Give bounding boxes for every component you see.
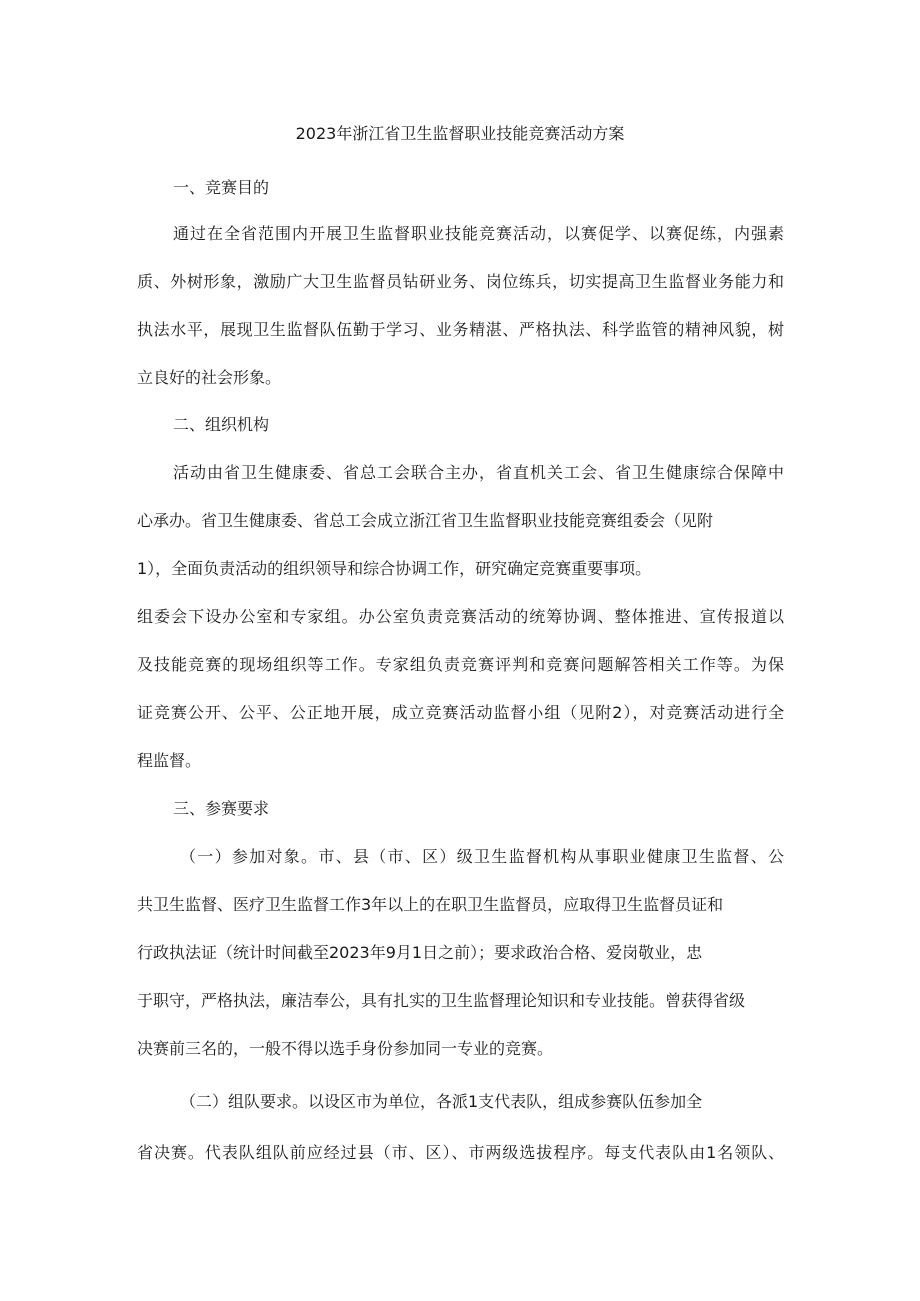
paragraph-line: 证竞赛公开、公平、公正地开展，成立竞赛活动监督小组（见附2），对竞赛活动进行全 [137,703,786,722]
document-title: 2023年浙江省卫生监督职业技能竞赛活动方案 [295,124,625,143]
paragraph-line: 共卫生监督、医疗卫生监督工作3年以上的在职卫生监督员，应取得卫生监督员证和 [137,895,724,914]
paragraph-line: 1），全面负责活动的组织领导和综合协调工作，研究确定竞赛重要事项。 [137,559,652,578]
section-heading-requirements: 三、参赛要求 [173,799,270,818]
paragraph-line: 组委会下设办公室和专家组。办公室负责竞赛活动的统筹协调、整体推进、宣传报道以 [137,607,786,626]
paragraph-line: 决赛前三名的，一般不得以选手身份参加同一专业的竞赛。 [137,1039,554,1058]
paragraph-line: （二）组队要求。以设区市为单位，各派1支代表队，组成参赛队伍参加全 [180,1092,703,1111]
paragraph-line: 活动由省卫生健康委、省总工会联合主办，省直机关工会、省卫生健康综合保障中 [173,463,786,482]
paragraph-line: 立良好的社会形象。 [137,368,282,387]
section-heading-purpose: 一、竞赛目的 [173,178,270,197]
paragraph-line: （一）参加对象。市、县（市、区）级卫生监督机构从事职业健康卫生监督、公 [180,847,786,866]
paragraph-line: 及技能竞赛的现场组织等工作。专家组负责竞赛评判和竞赛问题解答相关工作等。为保 [137,655,786,674]
paragraph-line: 心承办。省卫生健康委、省总工会成立浙江省卫生监督职业技能竞赛组委会（见附 [137,511,714,530]
section-heading-organization: 二、组织机构 [173,415,270,434]
paragraph-line: 执法水平，展现卫生监督队伍勤于学习、业务精湛、严格执法、科学监管的精神风貌，树 [137,320,785,339]
paragraph-line: 程监督。 [137,751,202,770]
paragraph-line: 于职守，严格执法，廉洁奉公，具有扎实的卫生监督理论知识和专业技能。曾获得省级 [137,991,746,1010]
paragraph-line: 行政执法证（统计时间截至2023年9月1日之前）；要求政治合格、爱岗敬业，忠 [137,943,703,962]
paragraph-line: 省决赛。代表队组队前应经过县（市、区）、市两级选拔程序。每支代表队由1名领队、 [137,1143,786,1162]
paragraph-line: 质、外树形象，激励广大卫生监督员钻研业务、岗位练兵，切实提高卫生监督业务能力和 [137,272,785,291]
paragraph-line: 通过在全省范围内开展卫生监督职业技能竞赛活动，以赛促学、以赛促练，内强素 [173,224,786,243]
